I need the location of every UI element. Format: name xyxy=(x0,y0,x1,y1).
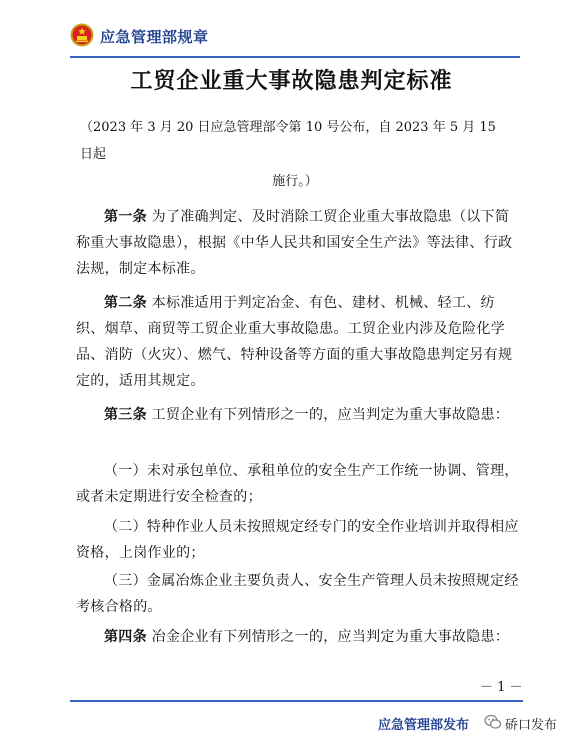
article-label: 第二条 xyxy=(104,295,147,311)
document-header xyxy=(70,20,520,60)
article-text: 本标准适用于判定冶金、有色、建材、机械、轻工、纺织、烟草、商贸等工贸企业重大事故隐患。工贸企业内涉及危险化学品、消防（火灾）、燃气、特种设备等方面的重大事故隐患判定另有规定的，适用其规定。 xyxy=(76,295,513,389)
list-item-text: （一）未对承包单位、承租单位的安全生产工作统一协调、管理，或者未定期进行安全检查的； xyxy=(76,463,519,505)
subtitle-line-1: （2023 年 3 月 20 日应急管理部令第 10 号公布，自 2023 年 5 月 15 日起 xyxy=(80,120,496,162)
wechat-icon xyxy=(484,714,502,730)
national-emblem-icon xyxy=(70,23,94,47)
document-title: 工贸企业重大事故隐患判定标准 xyxy=(130,68,453,94)
subtitle-line-2: 施行。） xyxy=(272,174,318,189)
footer-brand: 应急管理部发布 xyxy=(378,718,470,733)
list-item-text: （二）特种作业人员未按照规定经专门的安全作业培训并取得相应资格，上岗作业的； xyxy=(76,519,519,561)
article-3 xyxy=(76,402,522,428)
article-text: 为了准确判定、及时消除工贸企业重大事故隐患（以下简称重大事故隐患），根据《中华人民共和国安全生产法》等法律、行政法规，制定本标准。 xyxy=(76,209,513,277)
article-label: 第一条 xyxy=(104,209,147,225)
article-3-item-3 xyxy=(76,568,522,620)
article-3-item-1 xyxy=(76,458,522,510)
article-3-item-2 xyxy=(76,514,522,566)
footer-divider xyxy=(70,700,523,702)
list-item-text: （三）金属冶炼企业主要负责人、安全生产管理人员未按照规定经考核合格的。 xyxy=(76,573,519,615)
article-4 xyxy=(76,624,522,650)
header-title: 应急管理部规章 xyxy=(100,28,209,46)
article-text: 冶金企业有下列情形之一的，应当判定为重大事故隐患： xyxy=(146,629,510,645)
page-number: － 1 － xyxy=(480,680,523,695)
article-label: 第四条 xyxy=(104,629,147,645)
document-subtitle xyxy=(80,114,510,195)
article-text: 工贸企业有下列情形之一的，应当判定为重大事故隐患： xyxy=(146,407,510,423)
article-label: 第三条 xyxy=(104,407,147,423)
footer-source: 硚口发布 xyxy=(505,718,558,733)
article-2 xyxy=(76,290,522,394)
article-1 xyxy=(76,204,522,282)
header-divider xyxy=(70,56,520,58)
